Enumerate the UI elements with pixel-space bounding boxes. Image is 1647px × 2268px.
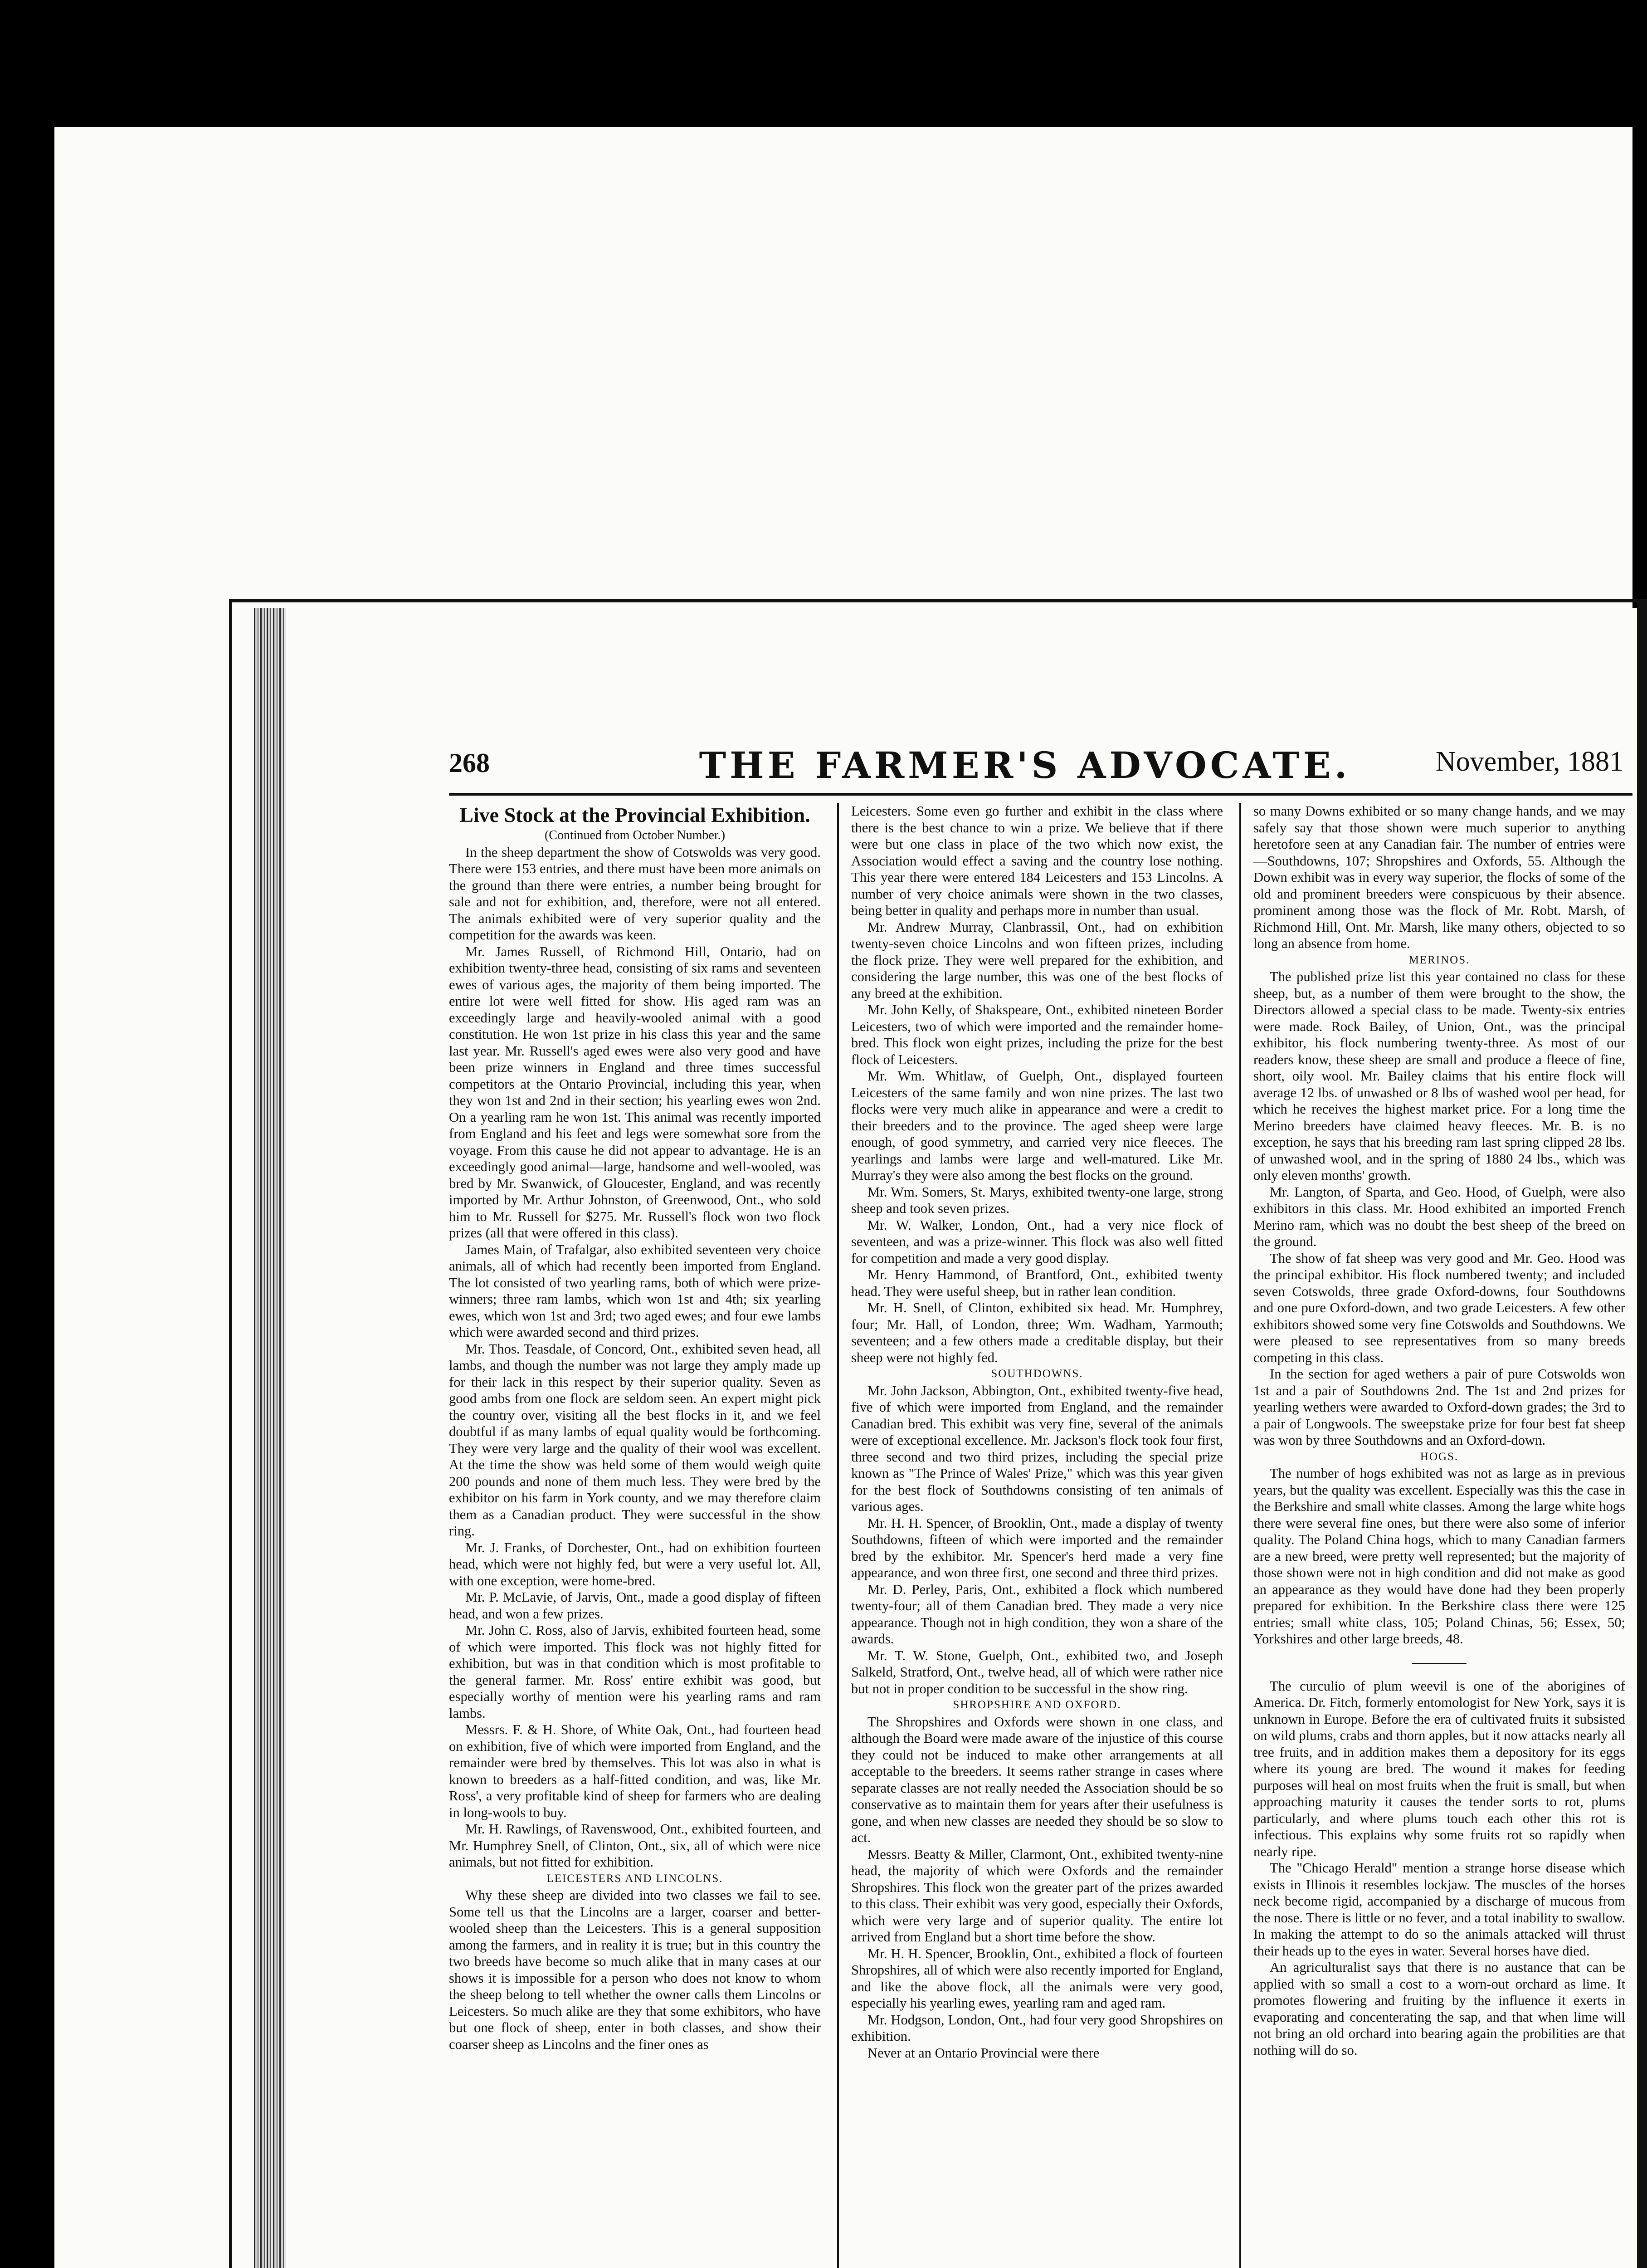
- column-3: [1253, 803, 1625, 2058]
- masthead: THE FARMER'S ADVOCATE.: [699, 744, 1351, 787]
- paragraph: Messrs. F. & H. Shore, of White Oak, Ont., had fourteen head on exhibition, five of which were imported from England, and the remainder were bred by themselves. This lot was also in what is known to breeders as a half-fitted condition, and was, like Mr. Ross', a very profitable kind of sheep for farmers who are dealing in long-wools to buy.: [449, 1722, 821, 1820]
- paragraph: The "Chicago Herald" mention a strange horse disease which exists in Illinois it resembles lockjaw. The muscles of the horses neck become rigid, accompanied by a discharge of mucous from the nose. There is little or no fever, and a total inability to swallow. In making the attempt to do so the animals attacked will thrust their heads up to the eyes in water. Several horses have died.: [1253, 1860, 1625, 1959]
- paragraph: The Shropshires and Oxfords were shown in one class, and although the Board were made aware of the injustice of this course they could not be induced to make other arrangements at all acceptable to the breeders. It seems rather strange in cases where separate classes are not really needed the Association should be so conservative as to maintain them for years after their usefulness is gone, and when new classes are needed they should be so slow to act.: [851, 1714, 1223, 1845]
- page-number: 268: [449, 748, 490, 778]
- column-1: [449, 803, 821, 2053]
- page-header: [449, 744, 1632, 789]
- paragraph: Never at an Ontario Provincial were there: [867, 2045, 1100, 2061]
- right-page-edge: [1637, 599, 1647, 2268]
- paragraph: so many Downs exhibited or so many change hands, and we may safely say that those shown were much superior to anything heretofore seen at any Canadian fair. The number of entries were—Southdowns, 107; Shropshires and Oxfords, 55. Although the Down exhibit was in every way superior, the flocks of some of the old and prominent breeders were conspicuous by their absence. prominent among those was the flock of Mr. Robt. Marsh, of Richmond Hill, Ont. Mr. Marsh, like many others, objected to so long an absence from home.: [1253, 803, 1625, 951]
- paragraph: The number of hogs exhibited was not as large as in previous years, but the quality was excellent. Especially was this the case in the Berkshire and small white classes. Among the large white hogs there were several fine ones, but there were also some of inferior quality. The Poland China hogs, which to many Canadian farmers are a new breed, were pretty well represented; but the majority of those shown were not in high condition and did not make as good an appearance as they would have done had they been properly prepared for exhibition. In the Berkshire class there were 125 entries; small white class, 105; Poland Chinas, 56; Essex, 50; Yorkshires and other large breeds, 48.: [1253, 1466, 1625, 1647]
- paragraph: Mr. James Russell, of Richmond Hill, Ontario, had on exhibition twenty-three head, consisting of six rams and seventeen ewes of various ages, the majority of them being imported. The entire lot were well fitted for show. His aged ram was an exceedingly large and heavily-wooled animal with a good constitution. He won 1st prize in his class this year and the same last year. Mr. Russell's aged ewes were also very good and have been prize winners in England and three times successful competitors at the Ontario Provincial, including this year, when they won 1st and 2nd in their section; his yearling ewes won 2nd. On a yearling ram he won 1st. This animal was recently imported from England and his feet and legs were somewhat sore from the voyage. From this cause he did not appear to advantage. He is an exceedingly good animal—large, handsome and well-wooled, was bred by Mr. Swanwick, of Gloucester, England, and was recently imported by Mr. Arthur Johnston, of Greenwood, Ont., who sold him to Mr. Russell for $275. Mr. Russell's flock won two flock prizes (all that were offered in this class).: [449, 943, 821, 1241]
- paragraph: The curculio of plum weevil is one of the aborigines of America. Dr. Fitch, formerly entomologist for New York, says it is unknown in Europe. Before the era of cultivated fruits it subsisted on wild plums, crabs and thorn apples, but it now attacks nearly all tree fruits, and in addition makes them a depository for its eggs where its young are bred. The wound it makes for feeding purposes will heal on most fruits when the fruit is small, but when approaching maturity it causes the tender sorts to rot, plums particularly, and where plums touch each other this rot is infectious. This explains why some fruits rot so rapidly when nearly ripe.: [1253, 1678, 1625, 1859]
- section-heading: SOUTHDOWNS.: [991, 1368, 1083, 1380]
- newspaper-page: [286, 608, 1637, 2268]
- section-heading: LEICESTERS AND LINCOLNS.: [546, 1872, 723, 1885]
- paragraph: Why these sheep are divided into two classes we fail to see. Some tell us that the Lincolns are a larger, coarser and better-wooled sheep than the Leicesters. This is a general supposition among the farmers, and in reality it is true; but in this country the two breeds have become so much alike that in many cases at our shows it is impossible for a person who does not know to whom the sheep belong to tell whether the owner calls them Lincolns or Leicesters. So much alike are they that some exhibitors, who have but one flock of sheep, enter in both classes, and show their coarser sheep as Lincolns and the finer ones as: [449, 1887, 821, 2052]
- paragraph: Mr. Andrew Murray, Clanbrassil, Ont., had on exhibition twenty-seven choice Lincolns and won fifteen prizes, including the flock prize. They were well prepared for the exhibition, and considering the large number, this was one of the best flocks of any breed at the exhibition.: [851, 919, 1223, 1001]
- column-2: [851, 803, 1223, 2061]
- paragraph: An agriculturalist says that there is no austance that can be applied with so small a cost to a worn-out orchard as lime. It promotes flowering and fruiting by the influence it exerts in evaporating and concenterating the sap, and that when lime will not bring an old orchard into bearing again the probilities are that nothing will do so.: [1253, 1960, 1625, 2058]
- paragraph: In the sheep department the show of Cotswolds was very good. There were 153 entries, and there must have been more animals on the ground than there were entries, a number being brought for sale and not for exhibition, and, therefore, were not all entered. The animals exhibited were of very superior quality and the competition for the awards was keen.: [449, 844, 821, 943]
- column-divider: [1239, 803, 1241, 2268]
- paragraph: Mr. Hodgson, London, Ont., had four very good Shropshires on exhibition.: [851, 2012, 1223, 2044]
- header-rule: [449, 793, 1632, 796]
- article-title: Live Stock at the Provincial Exhibition.: [459, 803, 810, 826]
- paragraph: Mr. H. H. Spencer, Brooklin, Ont., exhibited a flock of fourteen Shropshires, all of which were also recently imported for England, and like the above flock, all the animals were very good, especially his yearling ewes, yearling ram and aged ram.: [851, 1945, 1223, 2011]
- paragraph: Mr. John C. Ross, also of Jarvis, exhibited fourteen head, some of which were imported. This flock was not highly fitted for exhibition, but was in that condition which is most profitable to the general farmer. Mr. Ross' entire exhibit was good, but especially worthy of mention were his yearling rams and ram lambs.: [449, 1623, 821, 1721]
- paragraph: Mr. Wm. Somers, St. Marys, exhibited twenty-one large, strong sheep and took seven prizes.: [851, 1184, 1223, 1216]
- paragraph: The show of fat sheep was very good and Mr. Geo. Hood was the principal exhibitor. His flock numbered twenty; and included seven Cotswolds, three grade Oxford-downs, four Southdowns and one pure Oxford-down, and two grade Leicesters. A few other exhibitors showed some very fine Cotswolds and Southdowns. We were pleased to see representatives from so many breeds competing in this class.: [1253, 1250, 1625, 1365]
- paragraph: Mr. H. H. Spencer, of Brooklin, Ont., made a display of twenty Southdowns, fifteen of which were imported and the remainder bred by the exhibitor. Mr. Spencer's herd made a very fine appearance, and won three first, one second and three third prizes.: [851, 1515, 1223, 1580]
- paragraph: Mr. Thos. Teasdale, of Concord, Ont., exhibited seven head, all lambs, and though the number was not large they amply made up for their lack in this respect by their superior quality. Seven as good ambs from one flock are seldom seen. An expert might pick the country over, visiting all the best flocks in it, and we feel doubtful if as many lambs of equal quality would be forthcoming. They were very large and the quality of their wool was excellent. At the time the show was held some of them would weigh quite 200 pounds and none of them much less. They were bred by the exhibitor on his farm in York county, and we may therefore claim them as a Canadian product. They were successful in the show ring.: [449, 1341, 821, 1539]
- paragraph: Mr. H. Snell, of Clinton, exhibited six head. Mr. Humphrey, four; Mr. Hall, of London, three; Wm. Wadham, Yarmouth; seventeen; and a few others made a creditable display, but their sheep were not highly fed.: [851, 1300, 1223, 1365]
- paragraph: Mr. Henry Hammond, of Brantford, Ont., exhibited twenty head. They were useful sheep, but in rather lean condition.: [851, 1267, 1223, 1299]
- separator-rule: [1412, 1663, 1467, 1664]
- paragraph: Leicesters. Some even go further and exhibit in the class where there is the best chance to win a prize. We believe that if there were but one class in place of the two which now exist, the Association would effect a saving and the country lose nothing. This year there were entered 184 Leicesters and 153 Lincolns. A number of very choice animals were shown in the two classes, being better in quality and perhaps more in number than usual.: [851, 803, 1223, 918]
- paragraph: Mr. D. Perley, Paris, Ont., exhibited a flock which numbered twenty-four; all of them Canadian bred. They made a very nice appearance. Though not in high condition, they won a share of the awards.: [851, 1581, 1223, 1647]
- paragraph: Mr. Langton, of Sparta, and Geo. Hood, of Guelph, were also exhibitors in this class. Mr. Hood exhibited an imported French Merino ram, which was no doubt the best sheep of the breed on the ground.: [1253, 1184, 1625, 1249]
- issue-date: November, 1881: [1435, 746, 1623, 777]
- column-divider: [837, 803, 839, 2268]
- paragraph: Mr. John Kelly, of Shakspeare, Ont., exhibited nineteen Border Leicesters, two of which were imported and the remainder home-bred. This flock won eight prizes, including the prize for the best flock of Leicesters.: [851, 1002, 1223, 1067]
- paragraph: Mr. Wm. Whitlaw, of Guelph, Ont., displayed fourteen Leicesters of the same family and won nine prizes. The last two flocks were very much alike in appearance and were a credit to their breeders and to the province. The aged sheep were large enough, of good symmetry, and carried very nice fleeces. The yearlings and lambs were large and well-matured. Like Mr. Murray's they were also among the best flocks on the ground.: [851, 1068, 1223, 1183]
- section-heading: SHROPSHIRE AND OXFORD.: [953, 1699, 1121, 1711]
- paragraph: Mr. H. Rawlings, of Ravenswood, Ont., exhibited fourteen, and Mr. Humphrey Snell, of Clinton, Ont., six, all of which were nice animals, but not fitted for exhibition.: [449, 1821, 821, 1870]
- paragraph: The published prize list this year contained no class for these sheep, but, as a number of them were brought to the show, the Directors allowed a special class to be made. Twenty-six entries were made. Rock Bailey, of Union, Ont., was the principal exhibitor, his flock numbering twenty-three. As most of our readers know, these sheep are small and produce a fleece of fine, short, oily wool. Mr. Bailey claims that his entire flock will average 12 lbs. of unwashed or 8 lbs of washed wool per head, for which he receives the highest market price. For a long time the Merino breeders have claimed heavy fleeces. Mr. B. is no exception, he says that his breeding ram last spring clipped 28 lbs. of unwashed wool, and in the spring of 1880 24 lbs., which was only eleven months' growth.: [1253, 969, 1625, 1183]
- paragraph: Mr. W. Walker, London, Ont., had a very nice flock of seventeen, and was a prize-winner. This flock was also well fitted for competition and made a very good display.: [851, 1217, 1223, 1266]
- book-binding: [254, 608, 286, 2268]
- continued-note: (Continued from October Number.): [544, 828, 726, 842]
- paragraph: Mr. John Jackson, Abbington, Ont., exhibited twenty-five head, five of which were imported from England, and the remainder Canadian bred. This exhibit was very fine, several of the animals were of exceptional excellence. Mr. Jackson's flock took four first, three second and two third prizes, including the special prize known as "The Prince of Wales' Prize," which was this year given for the best flock of Southdowns consisting of ten animals of various ages.: [851, 1383, 1223, 1514]
- paragraph: Mr. T. W. Stone, Guelph, Ont., exhibited two, and Joseph Salkeld, Stratford, Ont., twelve head, all of which were rather nice but not in proper condition to be successful in the show ring.: [851, 1647, 1223, 1696]
- section-heading: MERINOS.: [1408, 953, 1470, 966]
- paragraph: James Main, of Trafalgar, also exhibited seventeen very choice animals, all of which had recently been imported from England. The lot consisted of two yearling rams, both of which were prize-winners; three ram lambs, which won 1st and 4th; six yearling ewes, which won 1st and 3rd; two aged ewes; and four ewe lambs which were awarded second and third prizes.: [449, 1242, 821, 1340]
- paragraph: Mr. P. McLavie, of Jarvis, Ont., made a good display of fifteen head, and won a few prizes.: [449, 1589, 821, 1622]
- paragraph: Messrs. Beatty & Miller, Clarmont, Ont., exhibited twenty-nine head, the majority of which were Oxfords and the remainder Shropshires. This flock won the greater part of the prizes awarded to this class. Their exhibit was very good, especially their Oxfords, which were very large and of superior quality. The entire lot arrived from England but a short time before the show.: [851, 1846, 1223, 1945]
- section-heading: HOGS.: [1420, 1450, 1459, 1463]
- paragraph: In the section for aged wethers a pair of pure Cotswolds won 1st and a pair of Southdowns 2nd. The 1st and 2nd prizes for yearling wethers were awarded to Oxford-down grades; the 3rd to a pair of Longwools. The sweepstake prize for four best fat sheep was won by three Southdowns and an Oxford-down.: [1253, 1366, 1625, 1448]
- paragraph: Mr. J. Franks, of Dorchester, Ont., had on exhibition fourteen head, which were not highly fed, but were a very useful lot. All, with one exception, were home-bred.: [449, 1540, 821, 1589]
